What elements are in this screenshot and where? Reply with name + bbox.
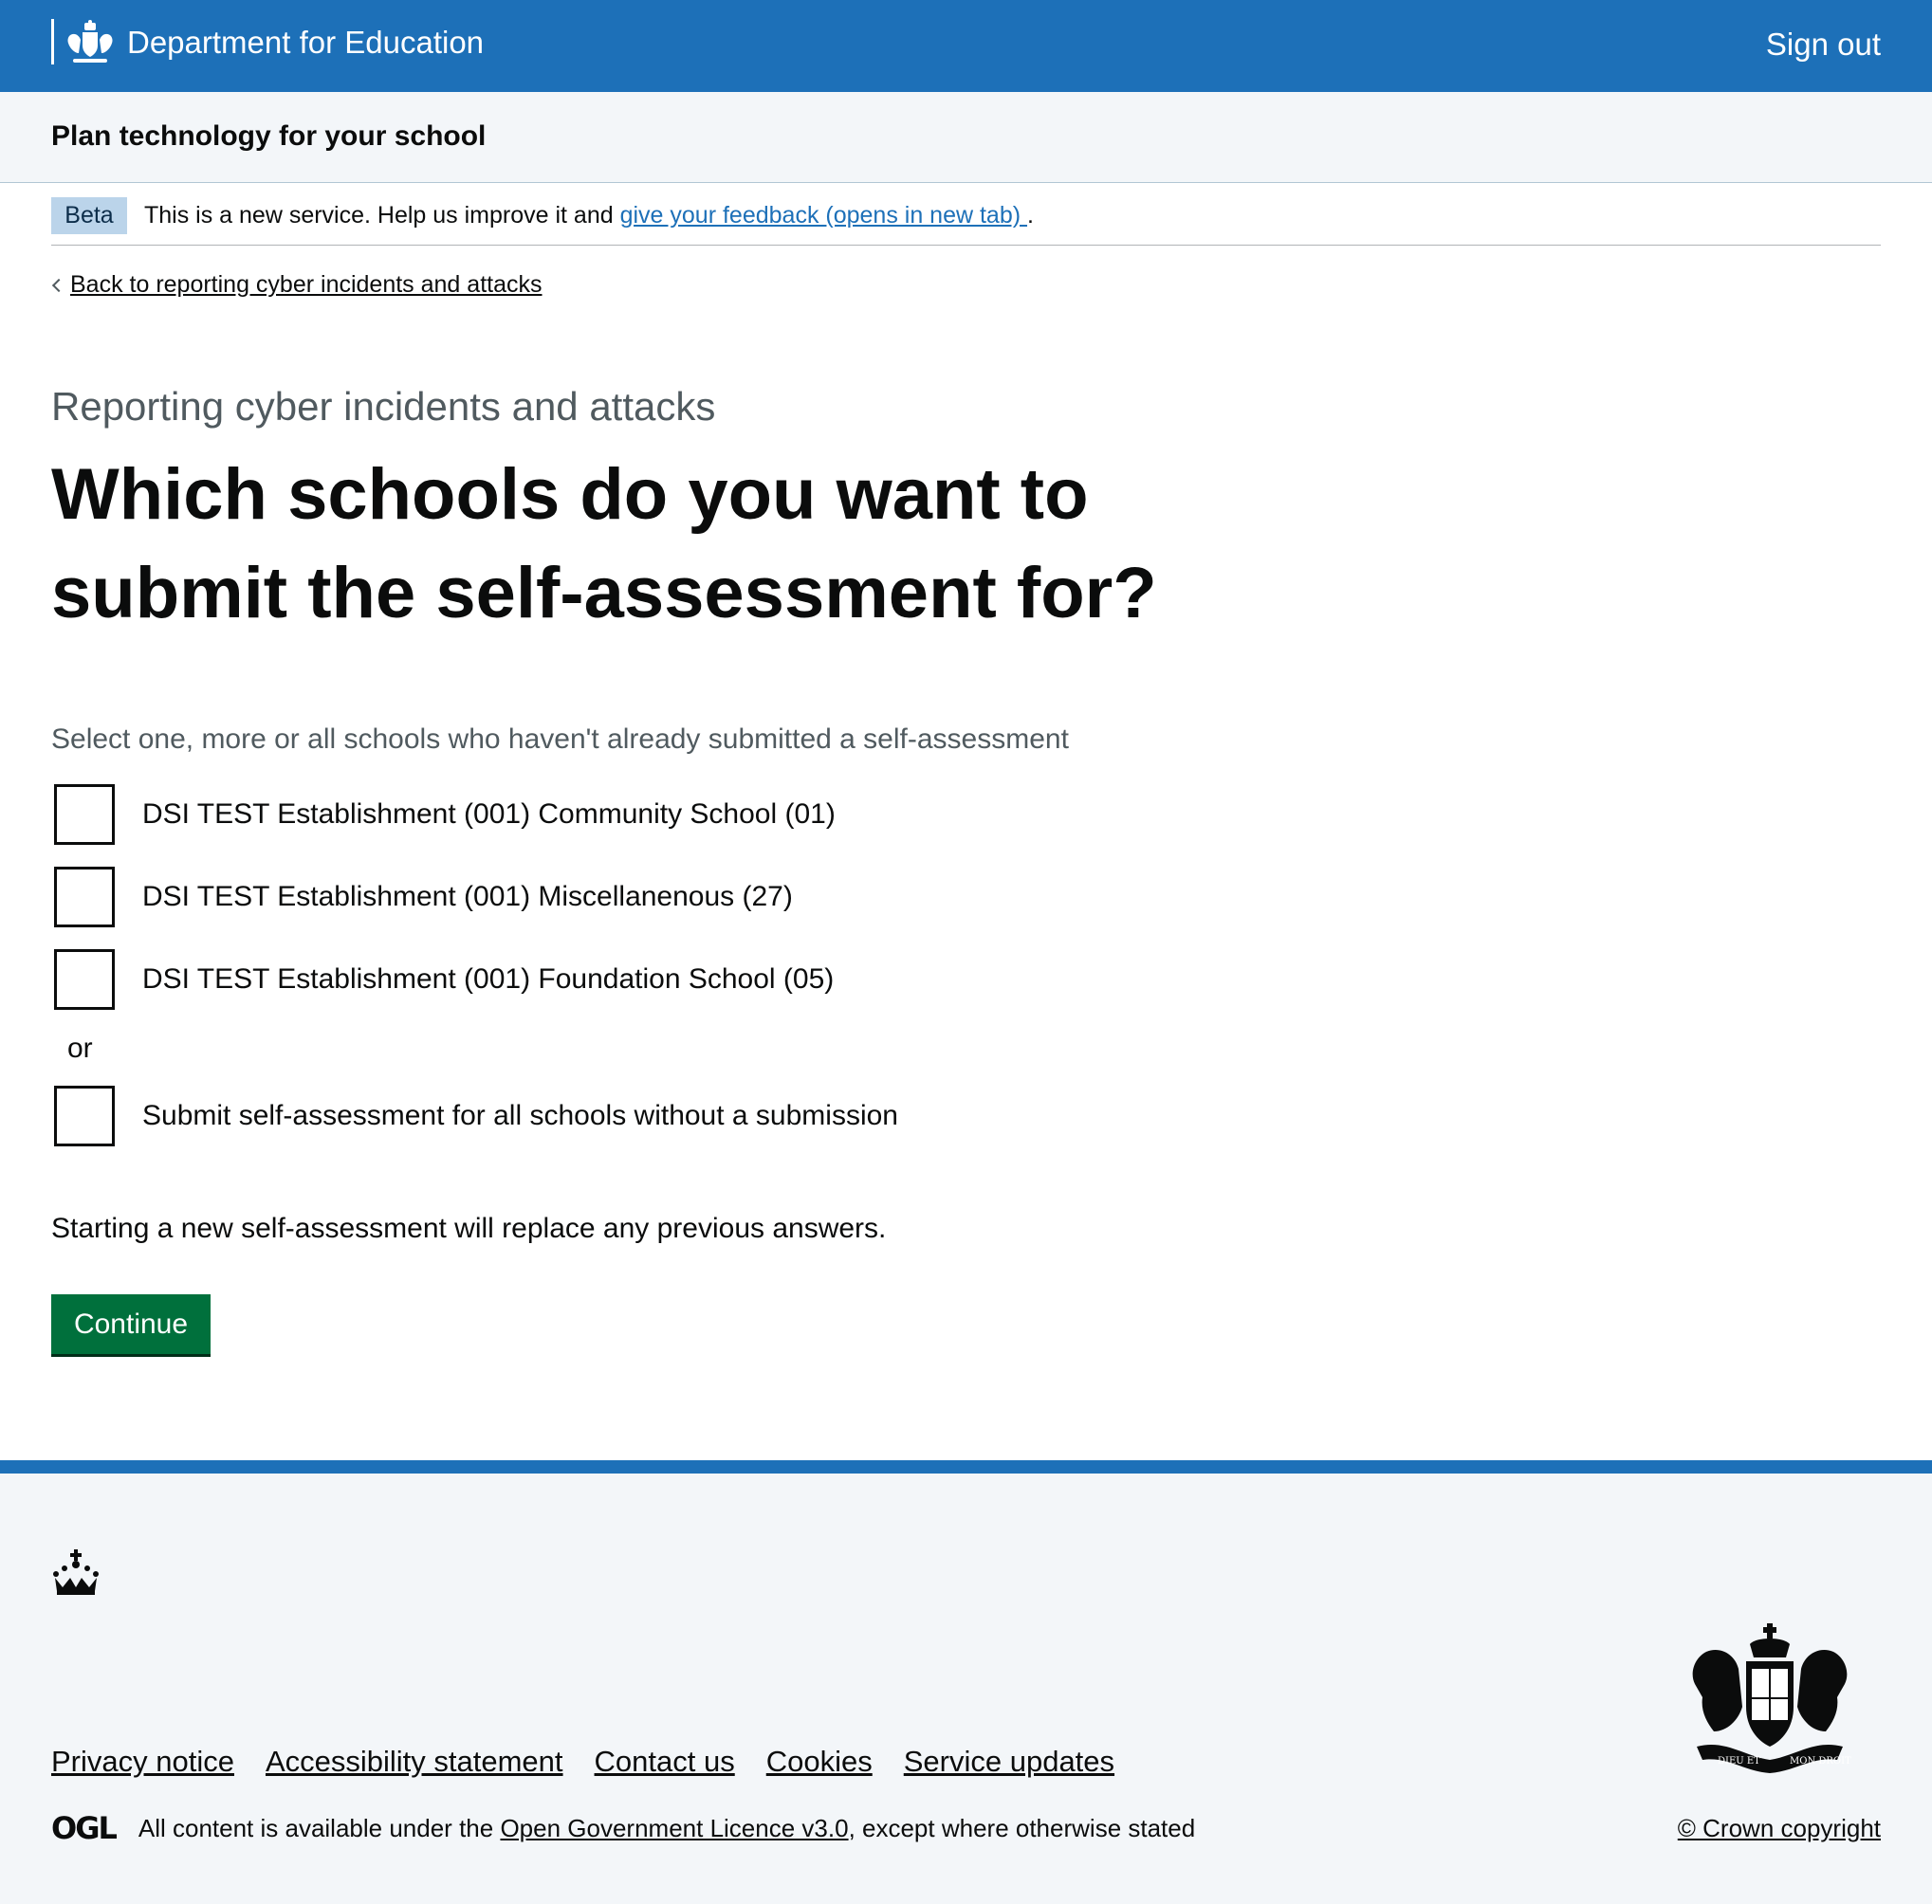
crest-motto-left: DIEU ET — [1718, 1756, 1760, 1767]
crest-motto-right: MON DROIT — [1790, 1756, 1851, 1767]
royal-arms-icon — [1678, 1623, 1862, 1779]
site-footer — [0, 1460, 1932, 1904]
back-link-label: Back to reporting cyber incidents and attacks — [70, 271, 543, 298]
service-name[interactable]: Plan technology for your school — [51, 120, 487, 152]
sign-out-link[interactable]: Sign out — [1765, 27, 1881, 62]
checkbox-input[interactable] — [54, 1086, 115, 1146]
checkbox-label[interactable]: DSI TEST Establishment (001) Foundation School (05) — [142, 963, 835, 995]
phase-banner — [51, 183, 1881, 246]
feedback-link[interactable]: give your feedback (opens in new tab) — [619, 202, 1028, 229]
phase-banner-suffix: . — [1027, 202, 1034, 229]
service-navigation — [0, 92, 1932, 183]
checkbox-input[interactable] — [54, 949, 115, 1010]
checkbox-divider: or — [67, 1033, 93, 1064]
page-title: Which schools do you want to submit the self-assessment for? — [51, 454, 1157, 633]
royal-crest-icon — [64, 19, 117, 66]
footer-links — [51, 1742, 1114, 1782]
licence-statement — [51, 1810, 1195, 1846]
contact-us-link[interactable]: Contact us — [594, 1745, 735, 1778]
checkbox-input[interactable] — [54, 784, 115, 845]
crown-copyright-link[interactable]: © Crown copyright — [1677, 1814, 1881, 1842]
licence-suffix: , except where otherwise stated — [848, 1814, 1196, 1842]
phase-banner-text — [144, 197, 1034, 234]
open-government-licence-link[interactable]: Open Government Licence v3.0 — [500, 1814, 849, 1842]
site-header — [0, 0, 1932, 92]
phase-banner-message: This is a new service. Help us improve it and — [144, 202, 620, 229]
privacy-notice-link[interactable]: Privacy notice — [51, 1745, 234, 1778]
service-updates-link[interactable]: Service updates — [903, 1745, 1115, 1778]
back-link[interactable] — [51, 267, 543, 302]
checkbox-input[interactable] — [54, 867, 115, 927]
checkbox-label[interactable]: DSI TEST Establishment (001) Miscellanenous (27) — [142, 881, 793, 912]
beta-tag: Beta — [51, 197, 127, 234]
checkbox-label[interactable]: DSI TEST Establishment (001) Community School (01) — [142, 798, 836, 830]
checkbox-label[interactable]: Submit self-assessment for all schools without a submission — [142, 1100, 898, 1131]
crown-icon — [51, 1549, 101, 1595]
header-divider — [51, 19, 54, 64]
cookies-link[interactable]: Cookies — [765, 1745, 873, 1778]
accessibility-statement-link[interactable]: Accessibility statement — [265, 1745, 563, 1778]
page-caption: Reporting cyber incidents and attacks — [51, 384, 716, 429]
licence-prefix: All content is available under the — [138, 1814, 494, 1842]
replace-answers-warning: Starting a new self-assessment will replace any previous answers. — [51, 1213, 887, 1244]
org-name[interactable]: Department for Education — [127, 25, 485, 60]
continue-button[interactable]: Continue — [51, 1294, 211, 1354]
checkbox-hint: Select one, more or all schools who haven't already submitted a self-assessment — [51, 723, 1069, 755]
chevron-left-icon — [52, 279, 65, 292]
ogl-logo-icon: OGL — [51, 1810, 116, 1846]
